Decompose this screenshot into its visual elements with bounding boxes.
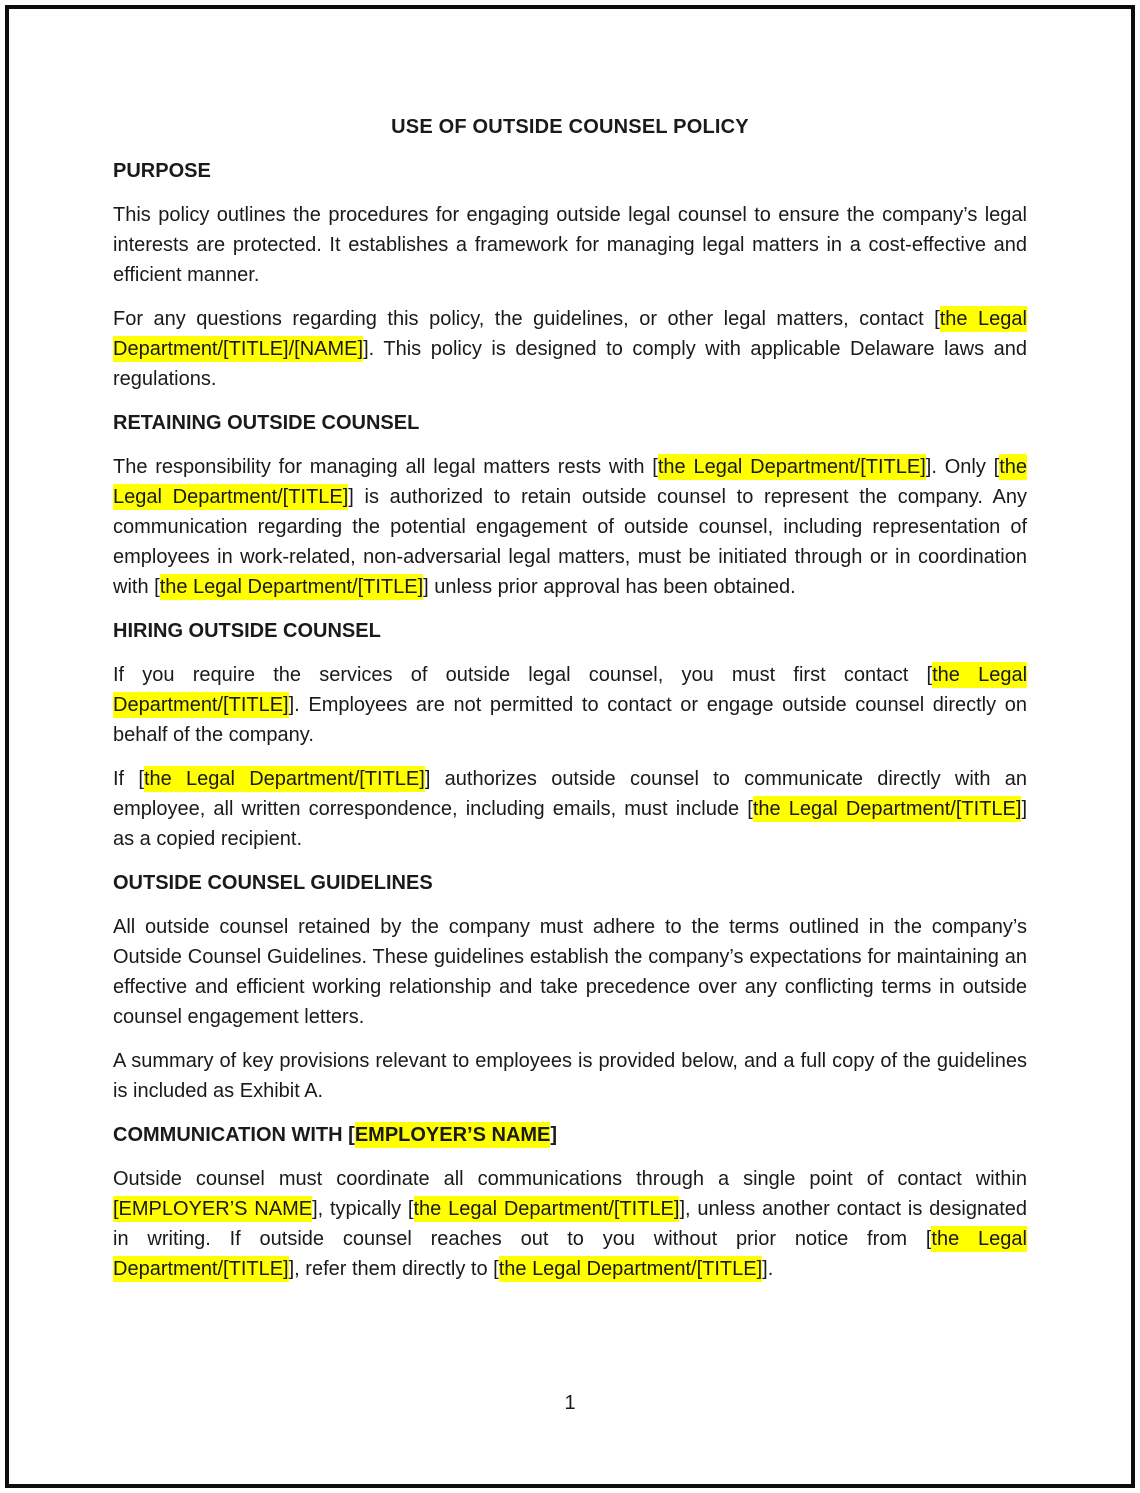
text-run: ] authorizes outside counsel to communicate directly with an employee, all written correspondence, including emails, must include [ (113, 768, 1027, 820)
highlighted-placeholder: the Legal Department/[TITLE] (143, 768, 425, 790)
text-run: If [ (113, 768, 144, 790)
text-run: If you require the services of outside legal counsel, you must first contact [ (113, 664, 933, 686)
highlighted-placeholder: [EMPLOYER’S NAME (113, 1198, 313, 1220)
highlighted-placeholder: the Legal Department/[TITLE] (413, 1198, 680, 1220)
text-run: ], unless another contact is designated in writing. If outside counsel reaches out to you without prior notice from [ (113, 1198, 1028, 1250)
paragraph (113, 200, 1027, 290)
document-content (113, 0, 1027, 1298)
text-run: ]. (762, 1258, 774, 1280)
text-run: ]. This policy is designed to comply with applicable Delaware laws and regulations. (113, 338, 1027, 390)
text-run: ] is authorized to retain outside counsel to represent the company. Any communication regarding the potential engagement of outside counsel, including representation of employees in work-related, non-adversarial legal matters, must be initiated through or in coordination with [ (113, 486, 1027, 598)
highlighted-placeholder: the Legal Department/[TITLE] (752, 798, 1022, 820)
text-run: A summary of key provisions relevant to employees is provided below, and a full copy of the guidelines is included as Exhibit A. (113, 1050, 1027, 1102)
text-run: OUTSIDE COUNSEL GUIDELINES (113, 872, 433, 894)
paragraph (113, 764, 1027, 854)
paragraph (113, 452, 1027, 602)
text-run: ]. Only [ (925, 456, 1000, 478)
paragraph (113, 304, 1027, 394)
highlighted-placeholder: the Legal Department/[TITLE]/[NAME] (113, 308, 1027, 360)
highlighted-placeholder: the Legal Department/[TITLE] (113, 664, 1028, 716)
paragraph (113, 660, 1027, 750)
text-run: ], refer them directly to [ (288, 1258, 499, 1280)
section-heading (113, 868, 1027, 898)
highlighted-placeholder: EMPLOYER’S NAME (354, 1124, 551, 1146)
text-run: ] (550, 1124, 558, 1146)
paragraph (113, 1164, 1027, 1284)
section-heading (113, 408, 1027, 438)
section-heading (113, 1120, 1027, 1150)
paragraph (113, 912, 1027, 1032)
paragraph (113, 1046, 1027, 1106)
text-run: COMMUNICATION WITH [ (113, 1124, 355, 1146)
text-run: HIRING OUTSIDE COUNSEL (113, 620, 381, 642)
page-number: 1 (564, 1392, 576, 1414)
document-title: USE OF OUTSIDE COUNSEL POLICY (391, 116, 749, 138)
text-run: This policy outlines the procedures for engaging outside legal counsel to ensure the company’s legal interests are protected. It establishes a framework for managing legal matters in a cost-effective and efficient manner. (113, 204, 1027, 286)
section-heading (113, 616, 1027, 646)
text-run: PURPOSE (113, 160, 211, 182)
document-body (113, 156, 1027, 1284)
highlighted-placeholder: the Legal Department/[TITLE] (113, 456, 1027, 508)
highlighted-placeholder: the Legal Department/[TITLE] (657, 456, 926, 478)
text-run: All outside counsel retained by the company must adhere to the terms outlined in the company’s Outside Counsel Guidelines. These guidelines establish the company’s expectations for maintaining an effective and efficient working relationship and take precedence over any conflicting terms in outside counsel engagement letters. (113, 916, 1027, 1028)
text-run: ] as a copied recipient. (113, 798, 1027, 850)
section-heading (113, 156, 1027, 186)
text-run: RETAINING OUTSIDE COUNSEL (113, 412, 420, 434)
text-run: Outside counsel must coordinate all communications through a single point of contact within (113, 1168, 1027, 1190)
text-run: For any questions regarding this policy, the guidelines, or other legal matters, contact [ (113, 308, 940, 330)
text-run: The responsibility for managing all legal matters rests with [ (113, 456, 658, 478)
text-run: ] unless prior approval has been obtained. (423, 576, 796, 598)
text-run: ], typically [ (312, 1198, 414, 1220)
text-run: ]. Employees are not permitted to contact or engage outside counsel directly on behalf of the company. (113, 694, 1027, 746)
highlighted-placeholder: the Legal Department/[TITLE] (159, 576, 424, 598)
highlighted-placeholder: the Legal Department/[TITLE] (113, 1228, 1027, 1280)
highlighted-placeholder: the Legal Department/[TITLE] (498, 1258, 763, 1280)
